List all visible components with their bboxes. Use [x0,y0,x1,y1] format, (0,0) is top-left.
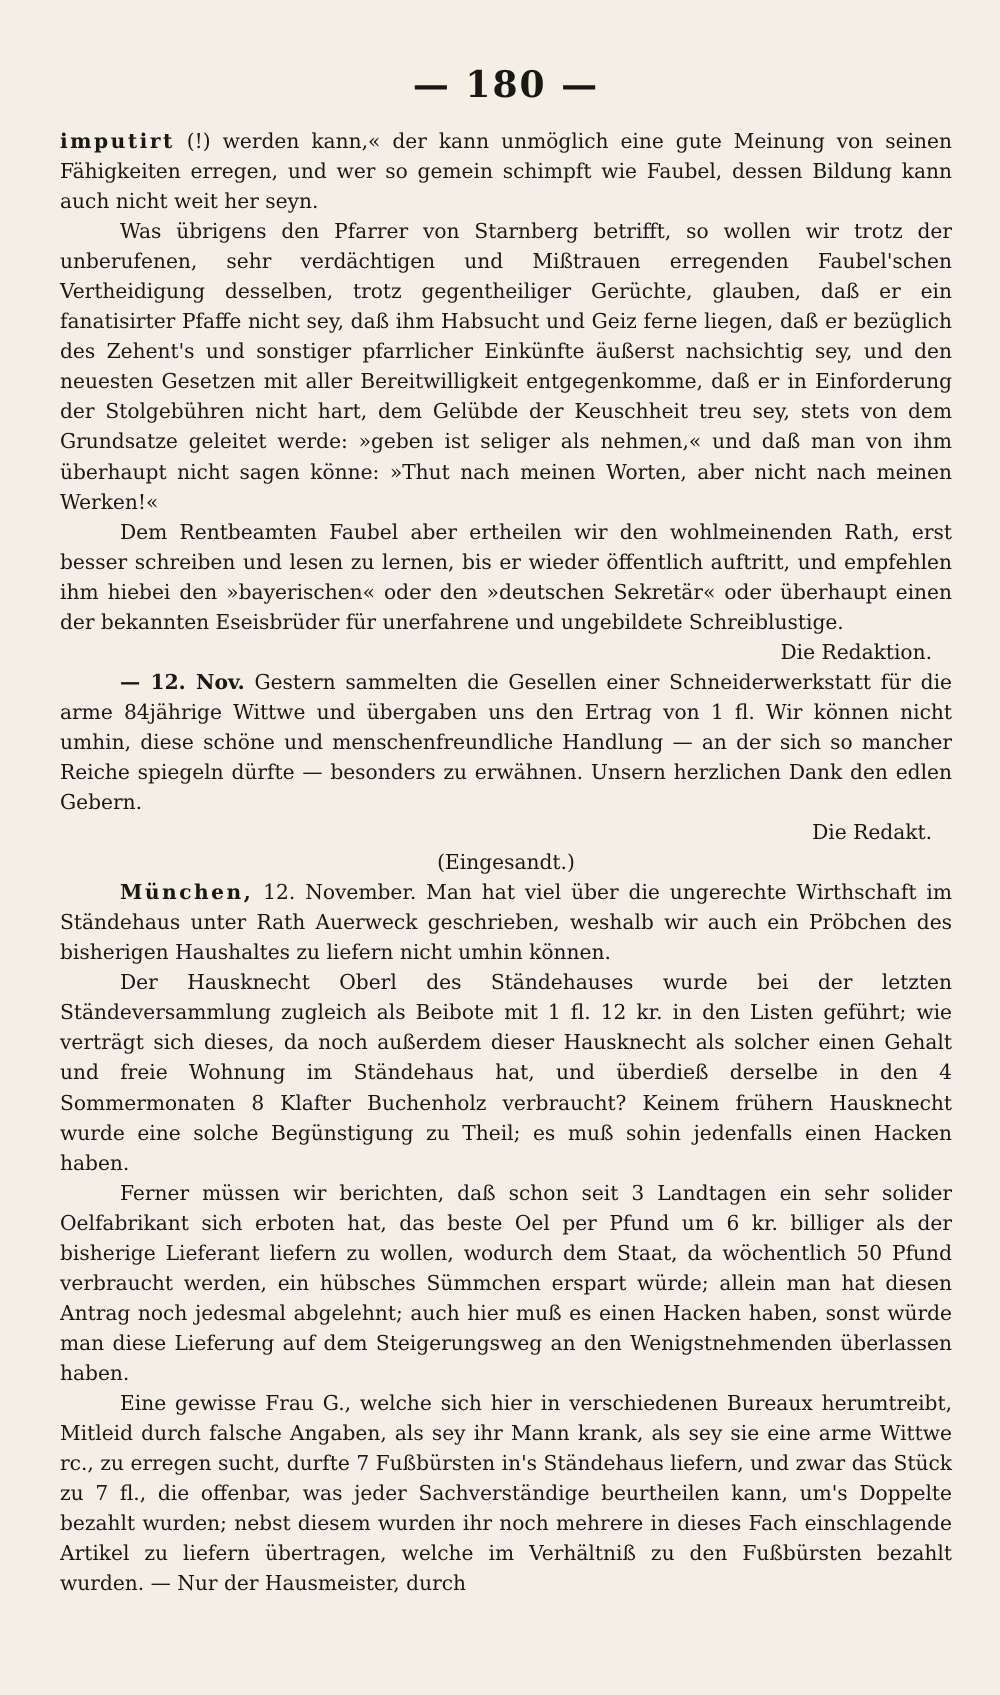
paragraph-3: Dem Rentbeamten Faubel aber ertheilen wir den wohlmeinenden Rath, erst besser schreiben und lesen zu lernen, bis er wieder öffentlich auftritt, und empfehlen ihm hiebei den »bayerischen« oder den »deutschen Sekretär« oder überhaupt einen der bekannten Eseisbrüder für unerfahrene und ungebildete Schreiblustige. [60,519,952,634]
paragraph-4: — 12. Nov. Gestern sammelten die Gesellen einer Schneiderwerkstatt für die arme 84jährige Wittwe und übergaben uns den Ertrag von 1 fl. Wir können nicht umhin, diese schöne und menschenfreundliche Handlung — an der sich so mancher Reiche spiegeln dürfte — besonders zu erwähnen. Unsern herzlichen Dank den edlen Gebern. [60,669,952,815]
paragraph-5: München, 12. November. Man hat viel über die ungerechte Wirthschaft im Ständehaus unter Rath Auerweck geschrieben, weshalb wir auch ein Pröbchen des bisherigen Haushaltes zu liefern nicht umhin können. [60,880,952,965]
paragraph-8: Eine gewisse Frau G., welche sich hier in verschiedenen Bureaux herumtreibt, Mitleid durch falsche Angaben, als sey ihr Mann krank, als sey sie eine arme Wittwe rc., zu erregen sucht, durfte 7 Fußbürsten in's Ständehaus liefern, und zwar das Stück zu 7 fl., die offenbar, was jeder Sachverständige beurtheilen kann, um's Doppelte bezahlt wurden; nebst diesem wurden ihr noch mehrere in dieses Fach einschlagende Artikel zu liefern übertragen, welche im Verhältniß zu den Fußbürsten bezahlt wurden. — Nur der Hausmeister, durch [60,1390,952,1596]
place-dateline: München, [120,880,254,905]
emphasized-word: imputirt [60,129,175,153]
page-number: — 180 — [412,64,600,106]
paragraph-7: Ferner müssen wir berichten, daß schon seit 3 Landtagen ein sehr solider Oelfabrikant sich erboten hat, das beste Oel per Pfund um 6 kr. billiger als der bisherige Lieferant liefern zu wollen, wodurch dem Staat, da wöchentlich 50 Pfund verbraucht werden, ein hübsches Sümmchen erspart würde; allein man hat diesen Antrag noch jedesmal abgelehnt; auch hier muß es einen Hacken haben, sonst würde man diese Lieferung auf dem Steigerungsweg an den Wenigstnehmenden überlassen haben. [60,1180,952,1385]
paragraph-1: imputirt (!) werden kann,« der kann unmöglich eine gute Meinung von seinen Fähigkeiten erregen, und wer so gemein schimpft wie Faubel, dessen Bildung kann auch nicht weit her seyn. [60,129,952,214]
paragraph-2: Was übrigens den Pfarrer von Starnberg betrifft, so wollen wir trotz der unberufenen, sehr verdächtigen und Mißtrauen erregenden Faubel'schen Vertheidigung desselben, trotz gegentheiliger Gerüchte, glauben, daß er ein fanatisirter Pfaffe nicht sey, daß ihm Habsucht und Geiz ferne liegen, daß er bezüglich des Zehent's und sonstiger pfarrlicher Einkünfte äußerst nachsichtig sey, und den neuesten Gesetzen mit aller Bereitwilligkeit entgegenkomme, daß er in Einforderung der Stolgebühren nicht hart, dem Gelübde der Keuschheit treu sey, stets von dem Grundsatze geleitet werde: »geben ist seliger als nehmen,« und daß man von ihm überhaupt nicht sagen könne: »Thut nach meinen Worten, aber nicht nach meinen Werken!« [60,219,952,514]
signature-redakt: Die Redakt. [812,820,932,845]
paragraph-6: Der Hausknecht Oberl des Ständehauses wurde bei der letzten Ständeversammlung zugleich als Beibote mit 1 fl. 12 kr. in den Listen geführt; wie verträgt sich dieses, da noch außerdem dieser Hausknecht als solcher einen Gehalt und freie Wohnung im Ständehaus hat, und überdieß derselbe in den 4 Sommermonaten 8 Klafter Buchenholz verbraucht? Keinem frühern Hausknecht wurde eine solche Begünstigung zu Theil; es muß sohin jedenfalls einen Hacken haben. [60,970,952,1175]
article-body [60,126,952,1598]
date-dateline: — 12. Nov. [120,669,245,694]
eingesandt-heading: (Eingesandt.) [437,850,575,875]
signature-redaktion: Die Redaktion. [780,639,932,664]
